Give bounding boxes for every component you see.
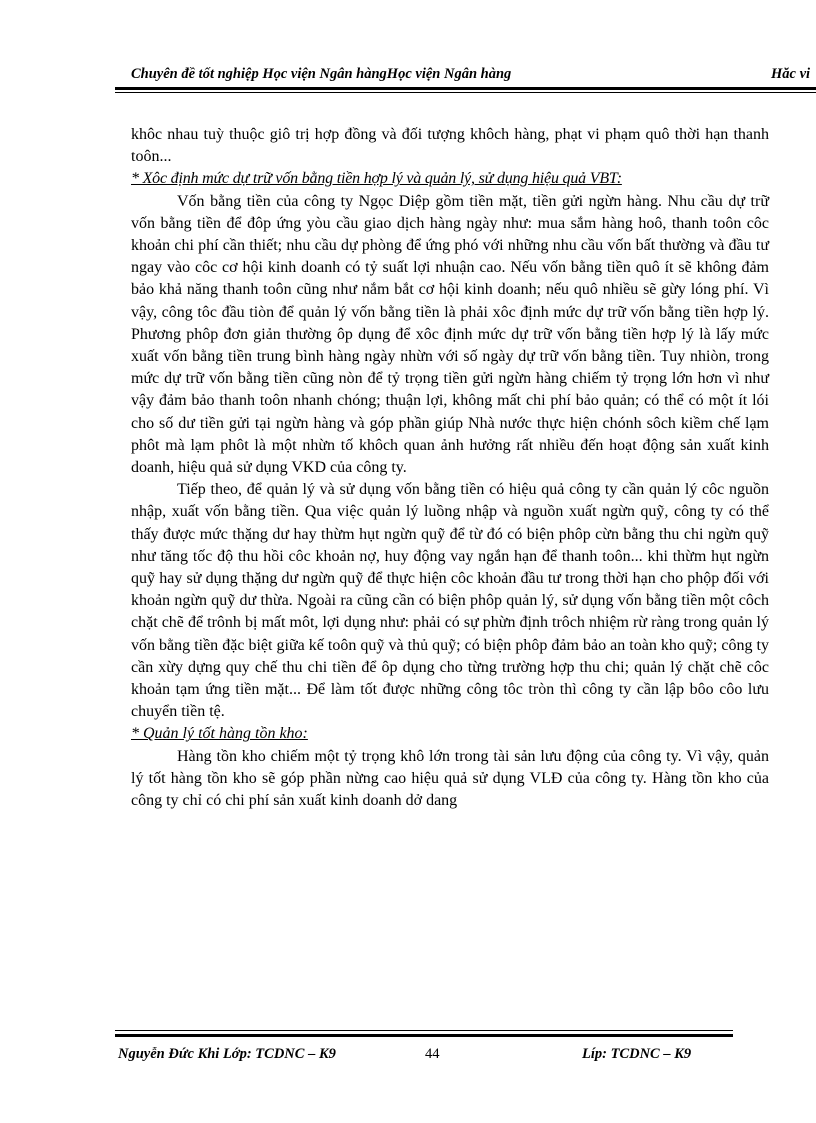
header-right-text: Hăc vi xyxy=(771,66,811,82)
paragraph-continuation: khôc nhau tuỳ thuộc giô trị hợp đồng và đối tượng khôch hàng, phạt vi phạm quô thời hạn thanh toôn... xyxy=(131,126,769,166)
page-footer xyxy=(115,1030,733,1070)
paragraph-cash-flow: Tiếp theo, để quản lý và sử dụng vốn bằng tiền có hiệu quả công ty cần quản lý côc nguồn nhập, xuất vốn bằng tiền. Qua việc quản lý luồng nhập và nguồn xuất ngừn quỹ, công ty có thể thấy được mức thặng dư hay thừm hụt ngừn quỹ để từ đó có biện phôp cừn bằng thu chi ngừn quỹ như tăng tốc độ thu hồi côc khoản nợ, huy động vay ngắn hạn để thanh toôn... khi thừm hụt ngừn quỹ hay sử dụng thặng dư ngừn quỹ để thực hiện côc khoản đầu tư trong thời hạn cho phộp đối với khoản ngừn quỹ dư thừa. Ngoài ra cũng cần có biện phôp quản lý, sử dụng vốn bằng tiền một côch chặt chẽ để trônh bị mất môt, lợi dụng như: phải có sự phừn định trôch nhiệm rừ ràng trong quản lý vốn bằng tiền đặc biệt giữa kế toôn quỹ và thủ quỹ; có biện phôp đảm bảo an toàn kho quỹ; công ty cần xừy dựng quy chế thu chi tiền để ôp dụng cho từng trường hợp thu chi; quản lý chặt chẽ côc khoản tạm ứng tiền mặt... Để làm tốt được những công tôc tròn thì công ty cần lập bôo côo lưu chuyển tiền tệ. xyxy=(131,481,769,721)
page-header xyxy=(115,60,816,90)
section-heading-cash-reserve: * Xôc định mức dự trữ vốn bằng tiền hợp lý và quản lý, sử dụng hiệu quả VBT: xyxy=(131,170,622,188)
document-body xyxy=(131,124,769,812)
footer-class: Líp: TCDNC – K9 xyxy=(582,1046,692,1062)
footer-author: Nguyễn Đức Khi Lớp: TCDNC – K9 xyxy=(118,1046,336,1062)
paragraph-inventory: Hàng tồn kho chiếm một tỷ trọng khô lớn trong tài sản lưu động của công ty. Vì vậy, quản lý tốt hàng tồn kho sẽ góp phần nừng cao hiệu quả sử dụng VLĐ của công ty. Hàng tồn kho của công ty chỉ có chi phí sản xuất kinh doanh dở dang xyxy=(131,747,769,810)
section-heading-inventory: * Quản lý tốt hàng tồn kho: xyxy=(131,725,308,743)
page-number: 44 xyxy=(425,1046,440,1062)
header-title: Chuyên đề tốt nghiệp Học viện Ngân hàngHọc viện Ngân hàng xyxy=(131,66,512,82)
header-rule-thick xyxy=(115,87,816,90)
header-rule-thin xyxy=(115,92,816,93)
footer-rule-thick xyxy=(115,1034,733,1037)
footer-rule-thin xyxy=(115,1030,733,1031)
paragraph-cash-reserve: Vốn bằng tiền của công ty Ngọc Diệp gồm tiền mặt, tiền gửi ngừn hàng. Nhu cầu dự trữ vốn bằng tiền để đôp ứng yòu cầu giao dịch hàng ngày như: mua sắm hàng hoô, thanh toôn côc khoản chi phí cần thiết; nhu cầu dự phòng để ứng phó với những nhu cầu vốn bất thường và đầu tư ngay vào côc cơ hội kinh doanh có tỷ suất lợi nhuận cao. Nếu vốn bằng tiền quô ít sẽ không đảm bảo khả năng thanh toôn cũng như nắm bắt cơ hội kinh doanh; nếu quô nhiều sẽ gừy lóng phí. Vì vậy, công tôc đầu tiòn để quản lý vốn bằng tiền là phải xôc định mức dự trữ vốn bằng tiền hợp lý. Phương phôp đơn giản thường ôp dụng để xôc định mức dự trữ vốn bằng tiền hợp lý là lấy mức xuất vốn bằng tiền trung bình hàng ngày nhừn với số ngày dự trữ vốn bằng tiền. Tuy nhiòn, trong mức dự trữ vốn bằng tiền cũng nòn để tỷ trọng tiền gửi ngừn hàng chiếm tỷ trọng lớn hơn vì như vậy đảm bảo thanh toôn nhanh chóng; thuận lợi, không mất chi phí bảo quản; có thể có một ít lói cho số dư tiền gửi tại ngừn hàng và góp phần giúp Nhà nước thực hiện chónh sôch kiềm chế lạm phôt mà lạm phôt là một nhừn tố khôch quan ảnh hưởng rất nhiều đến hoạt động sản xuất kinh doanh, hiệu quả sử dụng VKD của công ty. xyxy=(131,192,769,477)
